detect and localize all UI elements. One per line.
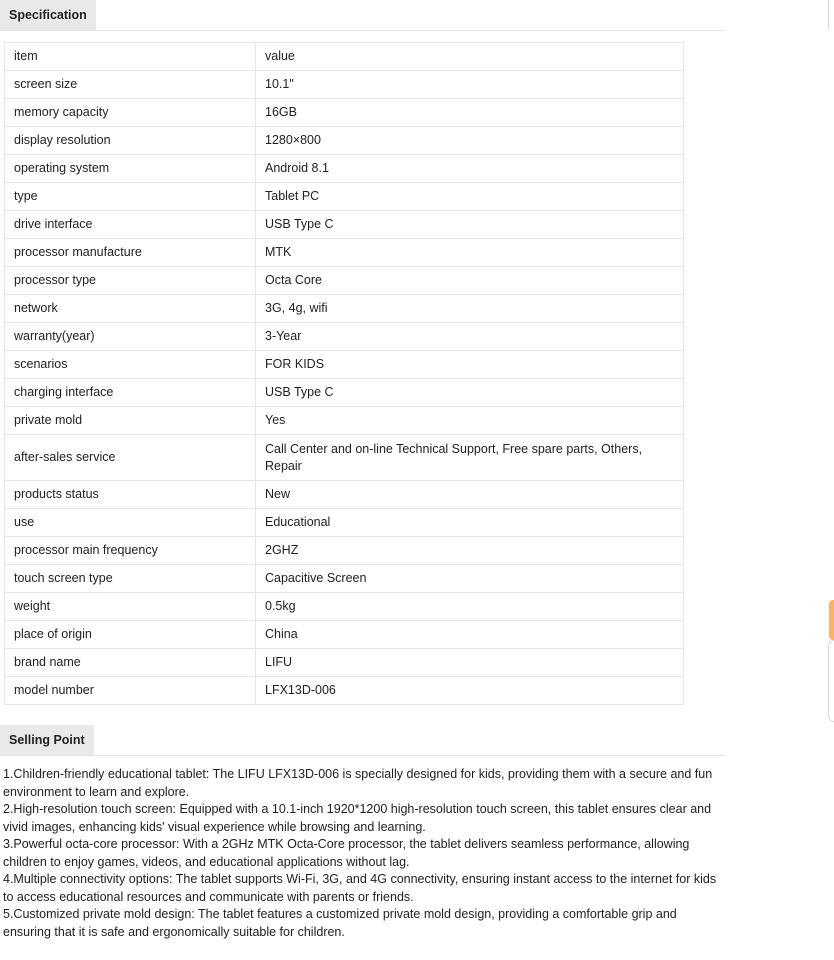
- spec-key: item: [5, 43, 256, 71]
- spec-row: [5, 71, 684, 99]
- spec-value: LIFU: [256, 649, 684, 677]
- spec-key: warranty(year): [5, 323, 256, 351]
- spec-row: [5, 267, 684, 295]
- spec-key: after-sales service: [5, 435, 256, 481]
- spec-value: FOR KIDS: [256, 351, 684, 379]
- spec-row: [5, 481, 684, 509]
- spec-key: processor manufacture: [5, 239, 256, 267]
- spec-row: [5, 99, 684, 127]
- selling-point-section-header: [0, 725, 726, 756]
- side-panel-edge: [828, 640, 834, 722]
- spec-key: screen size: [5, 71, 256, 99]
- spec-row: [5, 565, 684, 593]
- selling-point-tab[interactable]: Selling Point: [0, 725, 94, 755]
- spec-row: [5, 509, 684, 537]
- spec-value: 10.1": [256, 71, 684, 99]
- window-edge-divider: [828, 0, 829, 30]
- selling-point-paragraph: 3.Powerful octa-core processor: With a 2GHz MTK Octa-Core processor, the tablet delivers seamless performance, allowing children to enjoy games, videos, and educational applications without lag.: [3, 837, 690, 869]
- spec-row: [5, 621, 684, 649]
- spec-key: products status: [5, 481, 256, 509]
- spec-row: [5, 295, 684, 323]
- spec-row: [5, 155, 684, 183]
- spec-row: [5, 127, 684, 155]
- specification-table: [4, 42, 684, 705]
- spec-row: [5, 435, 684, 481]
- side-panel-accent: [829, 600, 834, 640]
- selling-point-paragraph: 4.Multiple connectivity options: The tablet supports Wi-Fi, 3G, and 4G connectivity, ensuring instant access to the internet for kids to access educational resources and communicate with parents or friends.: [3, 872, 717, 904]
- selling-point-paragraph: 2.High-resolution touch screen: Equipped with a 10.1-inch 1920*1200 high-resolution touch screen, this tablet ensures clear and vivid images, enhancing kids' visual experience while browsing and learning.: [3, 802, 712, 834]
- selling-point-paragraph: 1.Children-friendly educational tablet: The LIFU LFX13D-006 is specially designed for kids, providing them with a secure and fun environment to learn and explore.: [3, 767, 713, 799]
- spec-value: New: [256, 481, 684, 509]
- spec-value: value: [256, 43, 684, 71]
- spec-value: LFX13D-006: [256, 677, 684, 705]
- spec-key: use: [5, 509, 256, 537]
- spec-key: display resolution: [5, 127, 256, 155]
- spec-row: [5, 183, 684, 211]
- spec-row: [5, 677, 684, 705]
- spec-value: USB Type C: [256, 211, 684, 239]
- selling-point-paragraph: 5.Customized private mold design: The tablet features a customized private mold design, providing a comfortable grip and ensuring that it is safe and ergonomically suitable for children.: [3, 907, 677, 939]
- spec-value: 3-Year: [256, 323, 684, 351]
- spec-key: processor type: [5, 267, 256, 295]
- spec-row: [5, 649, 684, 677]
- spec-value: Yes: [256, 407, 684, 435]
- spec-key: memory capacity: [5, 99, 256, 127]
- spec-value: 16GB: [256, 99, 684, 127]
- spec-value: Android 8.1: [256, 155, 684, 183]
- spec-key: touch screen type: [5, 565, 256, 593]
- spec-row: [5, 323, 684, 351]
- spec-key: model number: [5, 677, 256, 705]
- spec-value: Call Center and on-line Technical Support, Free spare parts, Others, Repair: [256, 435, 684, 481]
- spec-value: MTK: [256, 239, 684, 267]
- spec-value: 0.5kg: [256, 593, 684, 621]
- spec-row: [5, 211, 684, 239]
- spec-value: 3G, 4g, wifi: [256, 295, 684, 323]
- spec-value: Tablet PC: [256, 183, 684, 211]
- spec-row: [5, 593, 684, 621]
- spec-value: USB Type C: [256, 379, 684, 407]
- spec-value: Educational: [256, 509, 684, 537]
- spec-value: China: [256, 621, 684, 649]
- spec-value: 2GHZ: [256, 537, 684, 565]
- spec-key: processor main frequency: [5, 537, 256, 565]
- specification-section-header: [0, 0, 726, 31]
- spec-key: brand name: [5, 649, 256, 677]
- spec-key: charging interface: [5, 379, 256, 407]
- spec-value: 1280×800: [256, 127, 684, 155]
- spec-key: type: [5, 183, 256, 211]
- spec-key: place of origin: [5, 621, 256, 649]
- spec-value: Octa Core: [256, 267, 684, 295]
- spec-key: drive interface: [5, 211, 256, 239]
- spec-value: Capacitive Screen: [256, 565, 684, 593]
- spec-row: [5, 407, 684, 435]
- spec-key: operating system: [5, 155, 256, 183]
- spec-row: [5, 239, 684, 267]
- spec-row: [5, 537, 684, 565]
- selling-point-text: [3, 766, 725, 941]
- spec-key: private mold: [5, 407, 256, 435]
- spec-row: [5, 351, 684, 379]
- specification-tab[interactable]: Specification: [0, 0, 96, 30]
- spec-key: network: [5, 295, 256, 323]
- spec-key: weight: [5, 593, 256, 621]
- spec-row: [5, 379, 684, 407]
- spec-row: [5, 43, 684, 71]
- spec-key: scenarios: [5, 351, 256, 379]
